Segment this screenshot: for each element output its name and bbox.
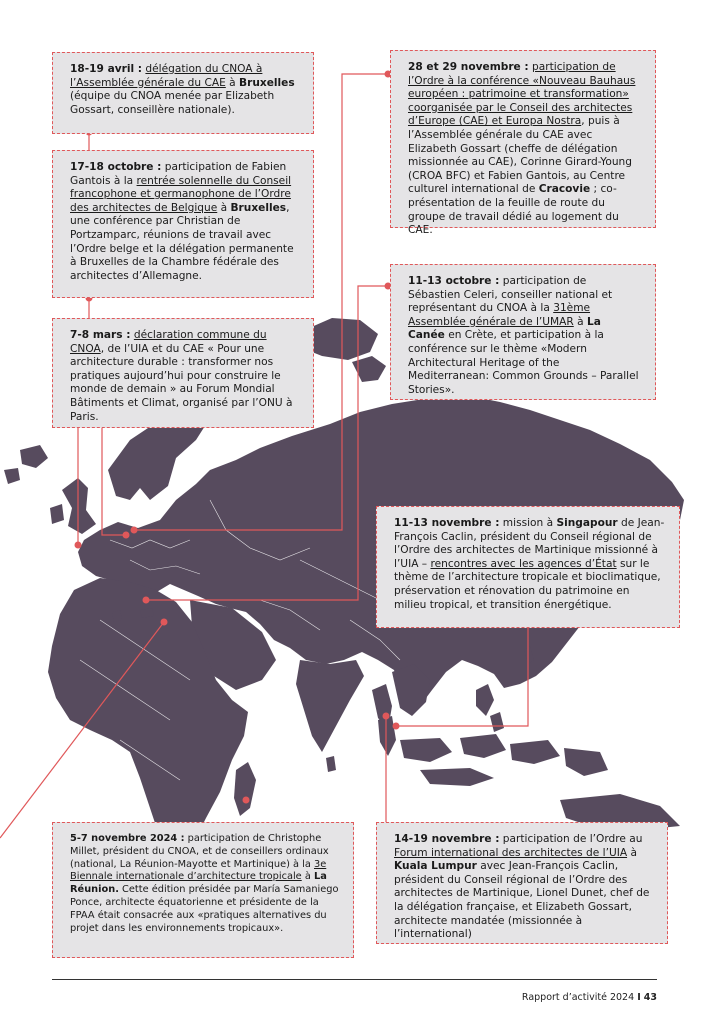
event-city: La Canée <box>408 315 601 342</box>
page-footer <box>522 992 657 1003</box>
event-box-singapour: 11-13 novembre : mission à Singapour de Jean-François Caclin, président du Conseil régional de l’Ordre des architectes de Martinique missionné à l’UIA – rencontres avec les agences d’État sur le thème de l’architecture tropicale et bioclimatique, préservation et rénovation du patrimoine en milieu tropical, et transition énergétique. <box>376 506 680 628</box>
event-box-bruxelles-octobre: 17-18 octobre : participation de Fabien Gantois à la rentrée solennelle du Conseil francophone et germanophone de l’Ordre des architectes de Belgique à Bruxelles, une conférence par Christian de Portzamparc, réunions de travail avec l’Ordre belge et la délégation permanente à Bruxelles de la Chambre fédérale des architectes d’Allemagne. <box>52 150 314 298</box>
event-link[interactable]: Forum international des architectes de l’UIA <box>394 846 628 859</box>
event-city: Kuala Lumpur <box>394 860 477 873</box>
event-city: Bruxelles <box>230 201 287 214</box>
footer-separator: I <box>637 992 641 1003</box>
event-date: 18-19 avril : <box>70 63 143 75</box>
event-link[interactable]: 31ème Assemblée générale de l’UMAR <box>408 302 591 328</box>
event-city: Cracovie <box>538 183 591 196</box>
event-city: Singapour <box>556 517 618 529</box>
event-date: 11-13 octobre : <box>408 275 500 287</box>
event-date: 11-13 novembre : <box>394 517 500 529</box>
page-number: 43 <box>643 992 657 1003</box>
event-link[interactable]: déclaration commune du CNOA <box>70 329 267 355</box>
event-date: 28 et 29 novembre : <box>408 61 529 73</box>
event-box-la-reunion: 5-7 novembre 2024 : participation de Christophe Millet, président du CNOA, et de conseillers ordinaux (national, La Réunion-Mayotte et Martinique) à la 3e Biennale internationale d’architecture tropicale à La Réunion. Cette édition présidée par María Samaniego Ponce, architecte équatorienne et présidente de la FPAA était consacrée aux «pratiques alternatives du projet dans les environnements tropicaux». <box>52 822 354 958</box>
event-link[interactable]: rencontres avec les agences d’État <box>430 557 617 570</box>
event-box-la-canee: 11-13 octobre : participation de Sébastien Celeri, conseiller national et représentant du CNOA à la 31ème Assemblée générale de l’UMAR à La Canée en Crète, et participation à la conférence sur le thème «Modern Architectural Heritage of the Mediterranean: Common Grounds – Parallel Stories». <box>390 264 656 400</box>
event-date: 17-18 octobre : <box>70 161 162 173</box>
event-box-paris-mars: 7-8 mars : déclaration commune du CNOA, de l’UIA et du CAE « Pour une architecture durable : transformer nos pratiques aujourd’hui pour construire le monde de demain » au Forum Mondial Bâtiments et Climat, organisé par l’ONU à Paris. <box>52 318 314 428</box>
event-box-cracovie: 28 et 29 novembre : participation de l’Ordre à la conférence «Nouveau Bauhaus européen : patrimoine et transformation» coorganisée par le Conseil des architectes d’Europe (CAE) et Europa Nostra, puis à l’Assemblée générale du CAE avec Elizabeth Gossart (cheffe de délégation missionnée au CAE), Corinne Girard-Young (CROA BFC) et Fabien Gantois, au Centre culturel international de Cracovie ; co-présentation de la feuille de route du groupe de travail dédié au logement du CAE. <box>390 50 656 228</box>
event-city: La Réunion. <box>70 871 327 896</box>
event-link[interactable]: délégation du CNOA à l’Assemblée générale du CAE <box>70 63 263 89</box>
event-link[interactable]: 3e Biennale internationale d’architecture tropicale <box>70 858 327 883</box>
event-city: Bruxelles <box>239 76 295 89</box>
event-date: 5-7 novembre 2024 : <box>70 833 185 844</box>
footer-divider <box>52 979 657 980</box>
footer-label: Rapport d’activité 2024 <box>521 992 635 1003</box>
event-date: 7-8 mars : <box>70 329 131 341</box>
event-box-bruxelles-avril: 18-19 avril : délégation du CNOA à l’Assemblée générale du CAE à Bruxelles (équipe du CNOA menée par Elizabeth Gossart, conseillère nationale). <box>52 52 314 134</box>
event-link[interactable]: participation de l’Ordre à la conférence «Nouveau Bauhaus européen : patrimoine et transformation» coorganisée par le Conseil des architectes d’Europe (CAE) et Europa Nostra <box>408 61 636 128</box>
event-date: 14-19 novembre : <box>394 833 500 845</box>
event-link[interactable]: rentrée solennelle du Conseil francophone et germanophone de l’Ordre des architectes de Belgique <box>70 174 292 214</box>
event-box-kuala-lumpur: 14-19 novembre : participation de l’Ordre au Forum international des architectes de l’UIA à Kuala Lumpur avec Jean-François Caclin, président du Conseil régional de l’Ordre des architectes de Martinique, Lionel Dunet, chef de la délégation française, et Elizabeth Gossart, architecte mandatée (missionnée à l’international) <box>376 822 668 944</box>
